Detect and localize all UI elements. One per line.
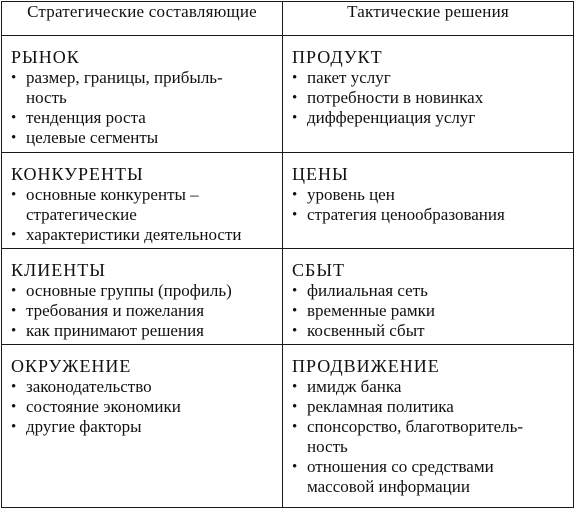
- list-item-text: потребности в новинках: [307, 88, 484, 107]
- section-title: ЦЕНЫ: [292, 164, 349, 184]
- cell-product: [283, 36, 574, 153]
- cell-promotion: [283, 345, 574, 508]
- list-item-text: целевые сегменты: [26, 128, 159, 147]
- bullet-list: [11, 68, 276, 148]
- bullet-list: [292, 68, 567, 128]
- bullet-icon: •: [11, 110, 17, 126]
- bullet-list: [292, 281, 567, 341]
- list-item: [11, 301, 276, 321]
- list-item: [11, 185, 276, 225]
- list-item-text: ность: [307, 437, 348, 456]
- bullet-icon: •: [292, 379, 298, 395]
- bullet-icon: •: [11, 187, 17, 203]
- table-header-row: [2, 2, 574, 36]
- list-item: [292, 281, 567, 301]
- bullet-icon: •: [11, 130, 17, 146]
- cell-prices: [283, 153, 574, 249]
- list-item-text: размер, границы, прибыль-: [26, 68, 223, 87]
- list-item: [11, 225, 276, 245]
- list-item-text: косвенный сбыт: [307, 321, 425, 340]
- list-item: [11, 68, 276, 108]
- list-item-text: рекламная политика: [307, 397, 454, 416]
- section-title: ПРОДВИЖЕНИЕ: [292, 356, 440, 376]
- list-item: [292, 321, 567, 341]
- cell-market: [2, 36, 283, 153]
- list-item-text: пакет услуг: [307, 68, 391, 87]
- list-item: [11, 281, 276, 301]
- bullet-icon: •: [292, 459, 298, 475]
- list-item: [11, 108, 276, 128]
- section-title: СБЫТ: [292, 260, 346, 280]
- table-row: [2, 249, 574, 345]
- list-item-text: ность: [26, 88, 67, 107]
- bullet-icon: •: [11, 399, 17, 415]
- bullet-icon: •: [292, 207, 298, 223]
- section-title: ОКРУЖЕНИЕ: [11, 356, 132, 376]
- bullet-icon: •: [292, 70, 298, 86]
- list-item-text: имидж банка: [307, 377, 402, 396]
- list-item: [11, 397, 276, 417]
- cell-clients: [2, 249, 283, 345]
- list-item: [11, 417, 276, 437]
- bullet-icon: •: [292, 303, 298, 319]
- bullet-icon: •: [292, 419, 298, 435]
- bullet-icon: •: [292, 110, 298, 126]
- bullet-list: [292, 377, 567, 497]
- list-item-text: состояние экономики: [26, 397, 181, 416]
- list-item-text: филиальная сеть: [307, 281, 428, 300]
- bullet-icon: •: [292, 283, 298, 299]
- list-item-text: основные конкуренты –: [26, 185, 199, 204]
- list-item-text: основные группы (профиль): [26, 281, 232, 300]
- list-item-text: массовой информации: [307, 477, 470, 496]
- list-item-text: как принимают решения: [26, 321, 204, 340]
- bullet-icon: •: [11, 283, 17, 299]
- bullet-icon: •: [11, 303, 17, 319]
- list-item-text: стратегия ценообразования: [307, 205, 505, 224]
- list-item-text: требования и пожелания: [26, 301, 205, 320]
- list-item-text: тенденция роста: [26, 108, 146, 127]
- list-item-text: другие факторы: [26, 417, 142, 436]
- section-title: ПРОДУКТ: [292, 47, 383, 67]
- list-item-text: законодательство: [26, 377, 152, 396]
- list-item: [292, 68, 567, 88]
- bullet-icon: •: [292, 187, 298, 203]
- list-item-text: спонсорство, благотворитель-: [307, 417, 524, 436]
- list-item-text: временные рамки: [307, 301, 435, 320]
- strategy-tactics-table: [1, 1, 574, 508]
- list-item-text: отношения со средствами: [307, 457, 494, 476]
- table-row: [2, 345, 574, 508]
- list-item: [292, 301, 567, 321]
- list-item: [292, 377, 567, 397]
- section-title: КОНКУРЕНТЫ: [11, 164, 144, 184]
- list-item: [11, 321, 276, 341]
- list-item-text: стратегические: [26, 205, 137, 224]
- bullet-icon: •: [11, 70, 17, 86]
- table-row: [2, 36, 574, 153]
- header-strategic: Стратегические составляющие: [2, 2, 283, 36]
- list-item-text: характеристики деятельности: [26, 225, 242, 244]
- list-item: [292, 108, 567, 128]
- cell-sales: [283, 249, 574, 345]
- bullet-icon: •: [11, 379, 17, 395]
- list-item-text: уровень цен: [307, 185, 395, 204]
- list-item: [292, 417, 567, 457]
- list-item: [11, 377, 276, 397]
- bullet-icon: •: [292, 399, 298, 415]
- bullet-icon: •: [11, 323, 17, 339]
- list-item: [292, 205, 567, 225]
- list-item: [292, 185, 567, 205]
- cell-environment: [2, 345, 283, 508]
- section-title: РЫНОК: [11, 47, 80, 67]
- list-item-text: дифференциация услуг: [307, 108, 476, 127]
- list-item: [292, 88, 567, 108]
- cell-competitors: [2, 153, 283, 249]
- bullet-list: [11, 281, 276, 341]
- header-tactical: Тактические решения: [283, 2, 574, 36]
- bullet-list: [292, 185, 567, 225]
- table-row: [2, 153, 574, 249]
- list-item: [292, 397, 567, 417]
- list-item: [292, 457, 567, 497]
- bullet-list: [11, 185, 276, 245]
- bullet-icon: •: [11, 419, 17, 435]
- bullet-icon: •: [292, 323, 298, 339]
- bullet-icon: •: [11, 227, 17, 243]
- section-title: КЛИЕНТЫ: [11, 260, 106, 280]
- bullet-list: [11, 377, 276, 437]
- list-item: [11, 128, 276, 148]
- bullet-icon: •: [292, 90, 298, 106]
